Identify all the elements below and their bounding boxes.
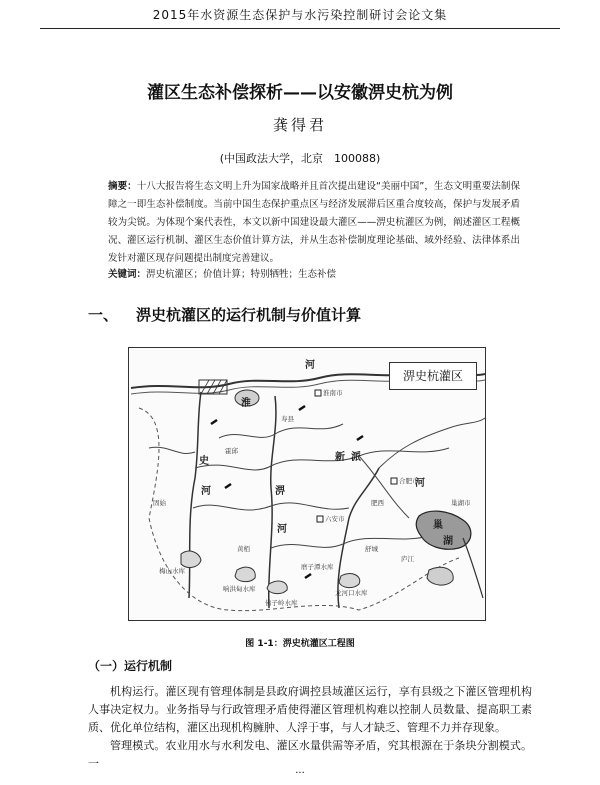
paragraph: 管理模式。农业用水与水利发电、灌区水量供需等矛盾，究其根源在于条块分割模式。一 (88, 739, 532, 770)
paper-title: 灌区生态补偿探析——以安徽淠史杭为例 (147, 83, 453, 103)
subsection-heading: （一）运行机制 (88, 659, 173, 673)
map-label-river-he: 河 (305, 360, 315, 371)
map-label-hu: 湖 (443, 536, 453, 547)
city-marker-hefei (391, 478, 397, 484)
map-label-he4: 河 (415, 478, 425, 489)
canal-3 (219, 424, 343, 438)
section-title: 淠史杭灌区的运行机制与价值计算 (136, 306, 362, 324)
abstract (108, 178, 520, 268)
irrigation-boundary (139, 408, 459, 611)
running-header: 2015年水资源生态保护与水污染控制研讨会论文集 (152, 8, 448, 22)
section-heading (88, 304, 361, 325)
affiliation: (中国政法大学，北京 100088) (219, 152, 381, 165)
map-label-chao: 巢 (433, 520, 443, 531)
keywords-label: 关键词： (108, 269, 147, 280)
map-label-pai: 派 (351, 452, 361, 463)
map-label-xin: 新 (335, 452, 345, 463)
abstract-label: 摘要： (108, 181, 137, 192)
lake-southeast (427, 567, 453, 585)
body-text (88, 683, 532, 773)
map-label-gushi: 固始 (153, 499, 166, 507)
figure-caption: 图 1-1：淠史杭灌区工程图 (245, 639, 355, 649)
city-marker-huainan (315, 390, 321, 396)
map-label-liuan: 六安市 (325, 515, 345, 523)
keywords-text: 淠史杭灌区；价值计算；特别牺牲；生态补偿 (146, 269, 337, 280)
map-label-huai: 淮 (241, 398, 251, 409)
map-label-shucheng: 舒城 (365, 545, 378, 553)
map-label-he2: 河 (201, 486, 211, 497)
paragraph: 机构运行。灌区现有管理体制是县政府调控县域灌区运行，享有县级之下灌区管理机构人事决定权力。业务指导与行政管理矛盾使得灌区管理机构难以控制人员数量、提高职工素质、优化单位结构，灌区出现机构臃肿、人浮于事，与人才缺乏、管理不力并存现象。 (88, 685, 532, 734)
map-label-foziling: 佛子岭水库 (265, 599, 298, 607)
canal-4 (271, 536, 429, 548)
map-label-chaohu-city: 巢湖市 (451, 499, 471, 507)
header-rule (40, 28, 560, 29)
map-label-mozitan: 磨子潭水库 (301, 563, 334, 571)
irrigation-map-figure (128, 347, 486, 621)
map-title: 淠史杭灌区 (389, 362, 477, 390)
map-label-xianghongdian: 响洪甸水库 (223, 585, 256, 593)
pi-river (269, 396, 276, 608)
map-label-lujiang: 庐江 (401, 555, 414, 563)
map-label-huoqiu: 霍邱 (225, 447, 238, 455)
reservoir-longhekou (339, 574, 360, 588)
map-label-hefei: 合肥市 (399, 477, 419, 485)
map-label-feixi: 肥西 (371, 499, 384, 507)
map-label-shi: 史 (199, 456, 209, 467)
reservoir-xianghongdian (235, 567, 255, 581)
canal-5 (149, 447, 195, 453)
author: 龚得君 (272, 116, 327, 134)
map-label-huangbizhi: 黄栢 (237, 545, 250, 553)
map-label-he3: 河 (277, 524, 287, 535)
map-label-longhekou: 龙河口水库 (335, 589, 368, 597)
city-marker-liuan (317, 516, 323, 522)
page-marker: ··· (295, 768, 305, 779)
map-label-shouxian: 寿县 (281, 415, 294, 423)
reservoir-foziling (267, 581, 287, 594)
map-label-pi: 淠 (275, 486, 285, 497)
map-label-huainan: 淮南市 (323, 389, 343, 397)
ne-tributary (379, 418, 485, 468)
canal-2 (193, 503, 349, 510)
yuxi-river (463, 538, 483, 598)
abstract-text: 十八大报告将生态文明上升为国家战略并且首次提出建设“美丽中国”，生态文明重要法制保障之一即生态补偿制度。当前中国生态保护重点区与经济发展滞后区重合度较高，保护与发展矛盾较为尖锐。为体现个案代表性，本文以新中国建设最大灌区——淠史杭灌区为例，阐述灌区工程概况、灌区运行机制、灌区生态价值计算方法，并从生态补偿制度理论基础、域外经验、法律体系出发针对灌区现存问题提出制度完善建议。 (108, 181, 520, 264)
keywords (108, 266, 520, 280)
map-label-meishan: 梅山水库 (159, 567, 185, 575)
section-number: 一、 (88, 306, 119, 324)
